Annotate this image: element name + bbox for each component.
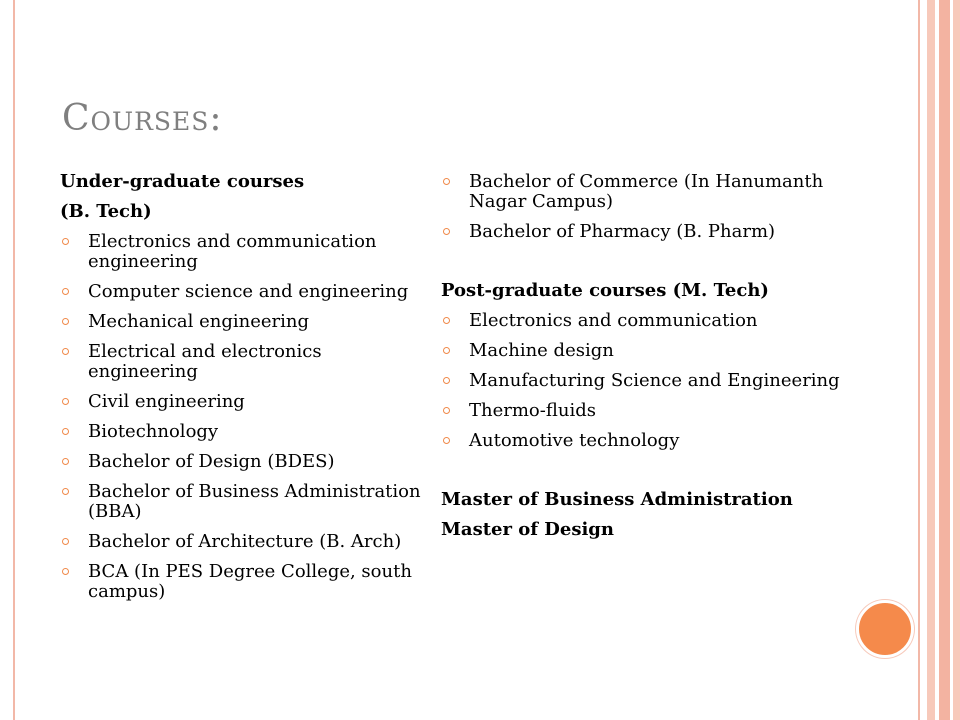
ug-course-list [60,232,425,602]
list-item [441,401,841,421]
spacer [441,461,841,490]
circle-bullet-icon [62,428,69,435]
circle-bullet-icon [62,348,69,355]
circle-bullet-icon [62,568,69,575]
course-label: Electronics and communication engineering [88,231,377,272]
circle-bullet-icon [443,317,450,324]
list-item [60,342,425,382]
list-item [60,562,425,602]
decorative-circle [856,600,914,658]
list-item [60,452,425,472]
circle-bullet-icon [62,398,69,405]
spacer [441,252,841,281]
circle-bullet-icon [443,437,450,444]
course-label: Mechanical engineering [88,311,310,332]
course-label: Bachelor of Pharmacy (B. Pharm) [469,221,776,242]
list-item [60,282,425,302]
slide-title: Courses: [62,98,223,139]
circle-bullet-icon [62,288,69,295]
course-label: Electrical and electronics engineering [88,341,322,382]
list-item [60,532,425,552]
circle-bullet-icon [443,228,450,235]
list-item [441,341,841,361]
list-item [60,312,425,332]
circle-bullet-icon [62,538,69,545]
btech-heading: (B. Tech) [60,201,152,222]
list-item [441,222,841,242]
course-label: Bachelor of Design (BDES) [88,451,335,472]
circle-bullet-icon [62,238,69,245]
course-label: Machine design [469,340,614,361]
course-label: BCA (In PES Degree College, south campus) [88,561,412,602]
right-column [441,172,841,540]
course-label: Electronics and communication [469,310,758,331]
left-column [60,172,425,612]
list-item [60,482,425,522]
ug-heading: Under-graduate courses [60,171,305,192]
circle-bullet-icon [62,488,69,495]
course-label: Bachelor of Commerce (In Hanumanth Nagar Campus) [469,171,824,212]
circle-bullet-icon [62,318,69,325]
list-item [441,172,841,212]
mba-heading: Master of Business Administration [441,489,793,510]
course-label: Manufacturing Science and Engineering [469,370,840,391]
circle-bullet-icon [62,458,69,465]
list-item [60,392,425,412]
circle-bullet-icon [443,178,450,185]
course-label: Bachelor of Business Administration (BBA) [88,481,421,522]
pg-heading: Post-graduate courses (M. Tech) [441,280,769,301]
decorative-edge-stripes [921,0,960,720]
course-label: Bachelor of Architecture (B. Arch) [88,531,402,552]
course-label: Automotive technology [469,430,680,451]
course-label: Computer science and engineering [88,281,409,302]
circle-bullet-icon [443,407,450,414]
mdes-heading: Master of Design [441,519,614,540]
pg-course-list [441,311,841,451]
list-item [60,232,425,272]
list-item [60,422,425,442]
circle-bullet-icon [443,377,450,384]
course-label: Biotechnology [88,421,219,442]
course-label: Thermo-fluids [469,400,596,421]
list-item [441,371,841,391]
list-item [441,431,841,451]
course-label: Civil engineering [88,391,245,412]
ug-extra-list [441,172,841,242]
circle-bullet-icon [443,347,450,354]
list-item [441,311,841,331]
